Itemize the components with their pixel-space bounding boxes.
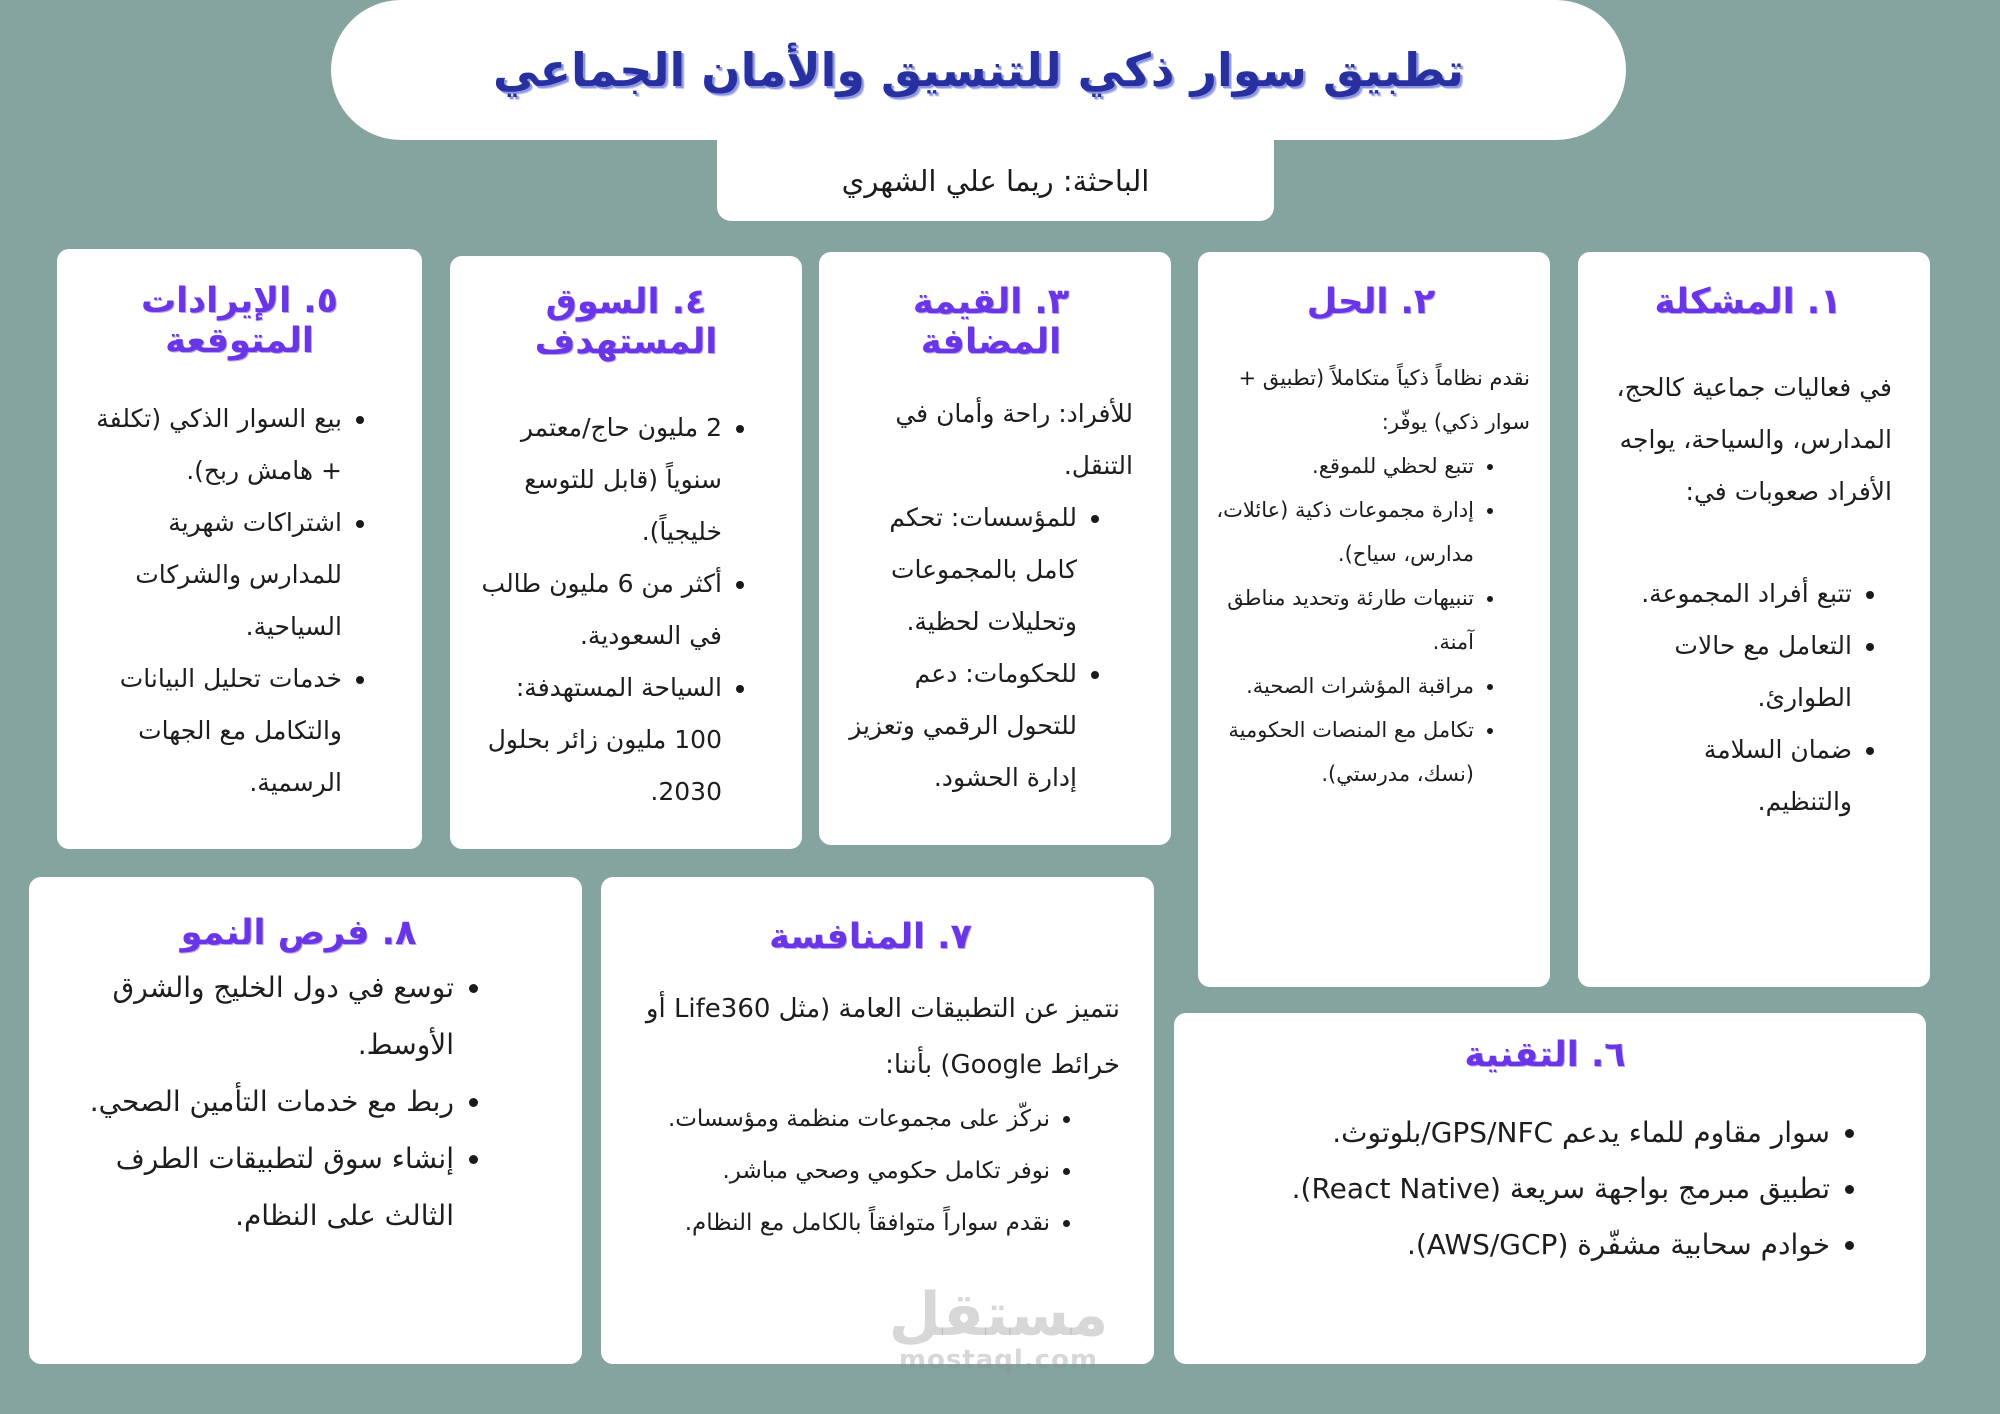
watermark: [876, 1280, 1121, 1375]
card-market: [450, 256, 802, 849]
card-competition-title: ٧. المنافسة: [769, 917, 972, 957]
card-tech: [1174, 1013, 1926, 1364]
list-item: • التعامل مع حالات الطوارئ.: [1604, 620, 1852, 724]
list-item: • 2 مليون حاج/معتمر سنوياً (قابل للتوسع خليجياً).: [474, 402, 722, 558]
list-item: • اشتراكات شهرية للمدارس والشركات السياحية.: [81, 497, 342, 653]
title-banner: [331, 0, 1626, 140]
card-problem: [1578, 252, 1930, 987]
list-item: • إدارة مجموعات ذكية (عائلات، مدارس، سياح).: [1212, 488, 1474, 576]
card-tech-title: ٦. التقنية: [1464, 1035, 1626, 1075]
card-solution-list: [1212, 444, 1530, 796]
list-item: • تتبع لحظي للموقع.: [1212, 444, 1474, 488]
card-solution: [1198, 252, 1550, 987]
list-item: • خدمات تحليل البيانات والتكامل مع الجهات الرسمية.: [81, 653, 342, 809]
card-market-title: ٤. السوق المستهدف: [534, 282, 718, 362]
page-title: تطبيق سوار ذكي للتنسيق والأمان الجماعي: [493, 43, 1464, 97]
list-item: • خوادم سحابية مشفّرة (AWS/GCP).: [1204, 1217, 1830, 1273]
list-item: • تنبيهات طارئة وتحديد مناطق آمنة.: [1212, 576, 1474, 664]
list-item: • سوار مقاوم للماء يدعم GPS/NFC/بلوتوث.: [1204, 1105, 1830, 1161]
card-solution-intro: نقدم نظاماً ذكياً متكاملاً (تطبيق + سوار ذكي) يوفّر:: [1238, 366, 1530, 434]
list-item: • السياحة المستهدفة: 100 مليون زائر بحلول 2030.: [474, 662, 722, 818]
card-competition-intro: نتميز عن التطبيقات العامة (مثل Life360 أو خرائط Google) بأننا:: [645, 994, 1120, 1080]
list-item: • مراقبة المؤشرات الصحية.: [1212, 664, 1474, 708]
card-value: [819, 252, 1171, 845]
list-item: • للحكومات: دعم للتحول الرقمي وتعزيز إدارة الحشود.: [849, 648, 1077, 804]
list-item: • ربط مع خدمات التأمين الصحي.: [59, 1073, 454, 1130]
author-name: الباحثة: ريما علي الشهري: [841, 163, 1150, 198]
watermark-arabic: مستقل: [888, 1280, 1109, 1350]
card-market-list: [474, 402, 778, 818]
list-item: • أكثر من 6 مليون طالب في السعودية.: [474, 558, 722, 662]
list-item: • نوفر تكامل حكومي وصحي مباشر.: [621, 1145, 1050, 1197]
card-revenue: [57, 249, 422, 849]
card-problem-intro: في فعاليات جماعية كالحج، المدارس، والسياحة، يواجه الأفراد صعوبات في:: [1616, 373, 1892, 506]
card-revenue-list: [81, 393, 398, 809]
card-problem-title: ١. المشكلة: [1654, 282, 1842, 322]
card-problem-list: [1604, 568, 1892, 828]
list-item: • تتبع أفراد المجموعة.: [1604, 568, 1852, 620]
list-item: • إنشاء سوق لتطبيقات الطرف الثالث على النظام.: [59, 1130, 454, 1244]
card-growth: [29, 877, 582, 1364]
card-value-title: ٣. القيمة المضافة: [912, 282, 1070, 362]
list-item: • نركّز على مجموعات منظمة ومؤسسات.: [621, 1093, 1050, 1145]
card-value-intro: للأفراد: راحة وأمان في التنقل.: [895, 399, 1133, 480]
watermark-latin: mostaql.com: [898, 1345, 1099, 1375]
list-item: • تكامل مع المنصات الحكومية (نسك، مدرستي).: [1212, 708, 1474, 796]
card-revenue-title: ٥. الإيرادات المتوقعة: [141, 281, 338, 361]
card-solution-title: ٢. الحل: [1306, 282, 1436, 322]
list-item: • بيع السوار الذكي (تكلفة + هامش ربح).: [81, 393, 342, 497]
list-item: • ضمان السلامة والتنظيم.: [1604, 724, 1852, 828]
card-growth-title: ٨. فرص النمو: [180, 913, 417, 953]
author-box: [717, 140, 1274, 221]
list-item: • تطبيق مبرمج بواجهة سريعة (React Native).: [1204, 1161, 1830, 1217]
card-growth-list: [59, 959, 538, 1244]
list-item: • نقدم سواراً متوافقاً بالكامل مع النظام.: [621, 1197, 1050, 1249]
list-item: • توسع في دول الخليج والشرق الأوسط.: [59, 959, 454, 1073]
card-competition-list: [621, 1093, 1120, 1249]
card-value-list: [849, 492, 1133, 804]
list-item: • للمؤسسات: تحكم كامل بالمجموعات وتحليلات لحظية.: [849, 492, 1077, 648]
card-tech-list: [1204, 1105, 1886, 1273]
